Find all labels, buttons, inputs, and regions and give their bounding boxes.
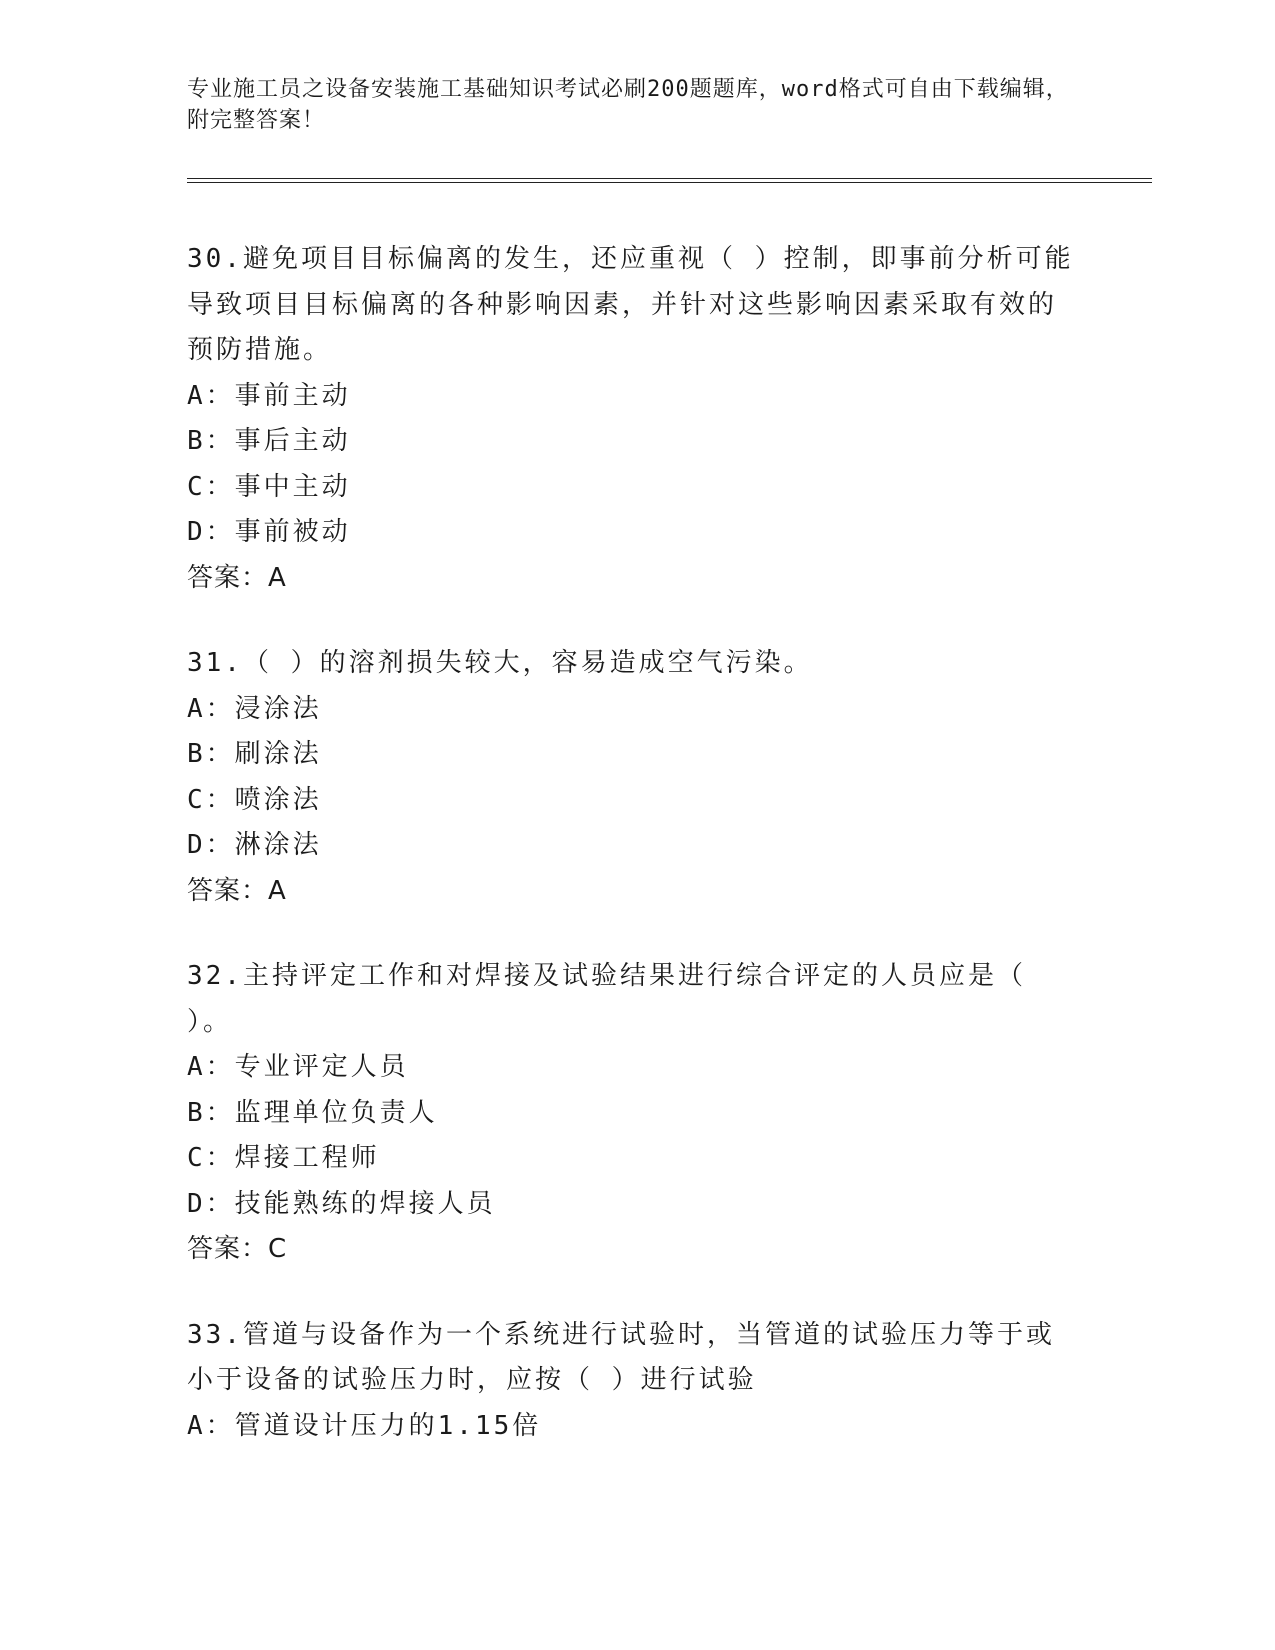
answer: 答案：C: [187, 1234, 288, 1264]
question-31: [187, 641, 1077, 914]
option-b: B：监理单位负责人: [187, 1097, 438, 1128]
option-a: A：专业评定人员: [187, 1052, 409, 1082]
option-b: B：事后主动: [187, 426, 351, 456]
option-c: C：事中主动: [187, 471, 351, 502]
option-a: A：管道设计压力的1.15倍: [187, 1410, 542, 1441]
question-list: [187, 237, 1077, 1489]
option-d: D：事前被动: [187, 517, 351, 547]
question-30: [187, 237, 1077, 601]
question-stem: 31.（ ）的溶剂损失较大，容易造成空气污染。: [187, 648, 813, 678]
answer: 答案：A: [187, 875, 287, 906]
answer: 答案：A: [187, 562, 287, 593]
option-c: C：喷涂法: [187, 784, 322, 815]
header-divider: [187, 178, 1152, 183]
document-header: 专业施工员之设备安装施工基础知识考试必刷200题题库，word格式可自由下载编辑，附完整答案！: [187, 77, 1069, 133]
option-d: D：技能熟练的焊接人员: [187, 1188, 496, 1219]
question-stem: 33.管道与设备作为一个系统进行试验时，当管道的试验压力等于或小于设备的试验压力时，应按（ ）进行试验: [187, 1319, 1055, 1395]
question-33: [187, 1313, 1077, 1450]
option-c: C：焊接工程师: [187, 1143, 380, 1173]
question-stem: 32.主持评定工作和对焊接及试验结果进行综合评定的人员应是（ ）。: [187, 961, 1026, 1037]
option-b: B：刷涂法: [187, 739, 322, 769]
question-stem: 30.避免项目目标偏离的发生，还应重视（ ）控制，即事前分析可能导致项目目标偏离的各种影响因素，并针对这些影响因素采取有效的预防措施。: [187, 244, 1074, 365]
option-d: D：淋涂法: [187, 830, 322, 860]
question-32: [187, 954, 1077, 1273]
option-a: A：浸涂法: [187, 693, 322, 724]
option-a: A：事前主动: [187, 380, 351, 411]
